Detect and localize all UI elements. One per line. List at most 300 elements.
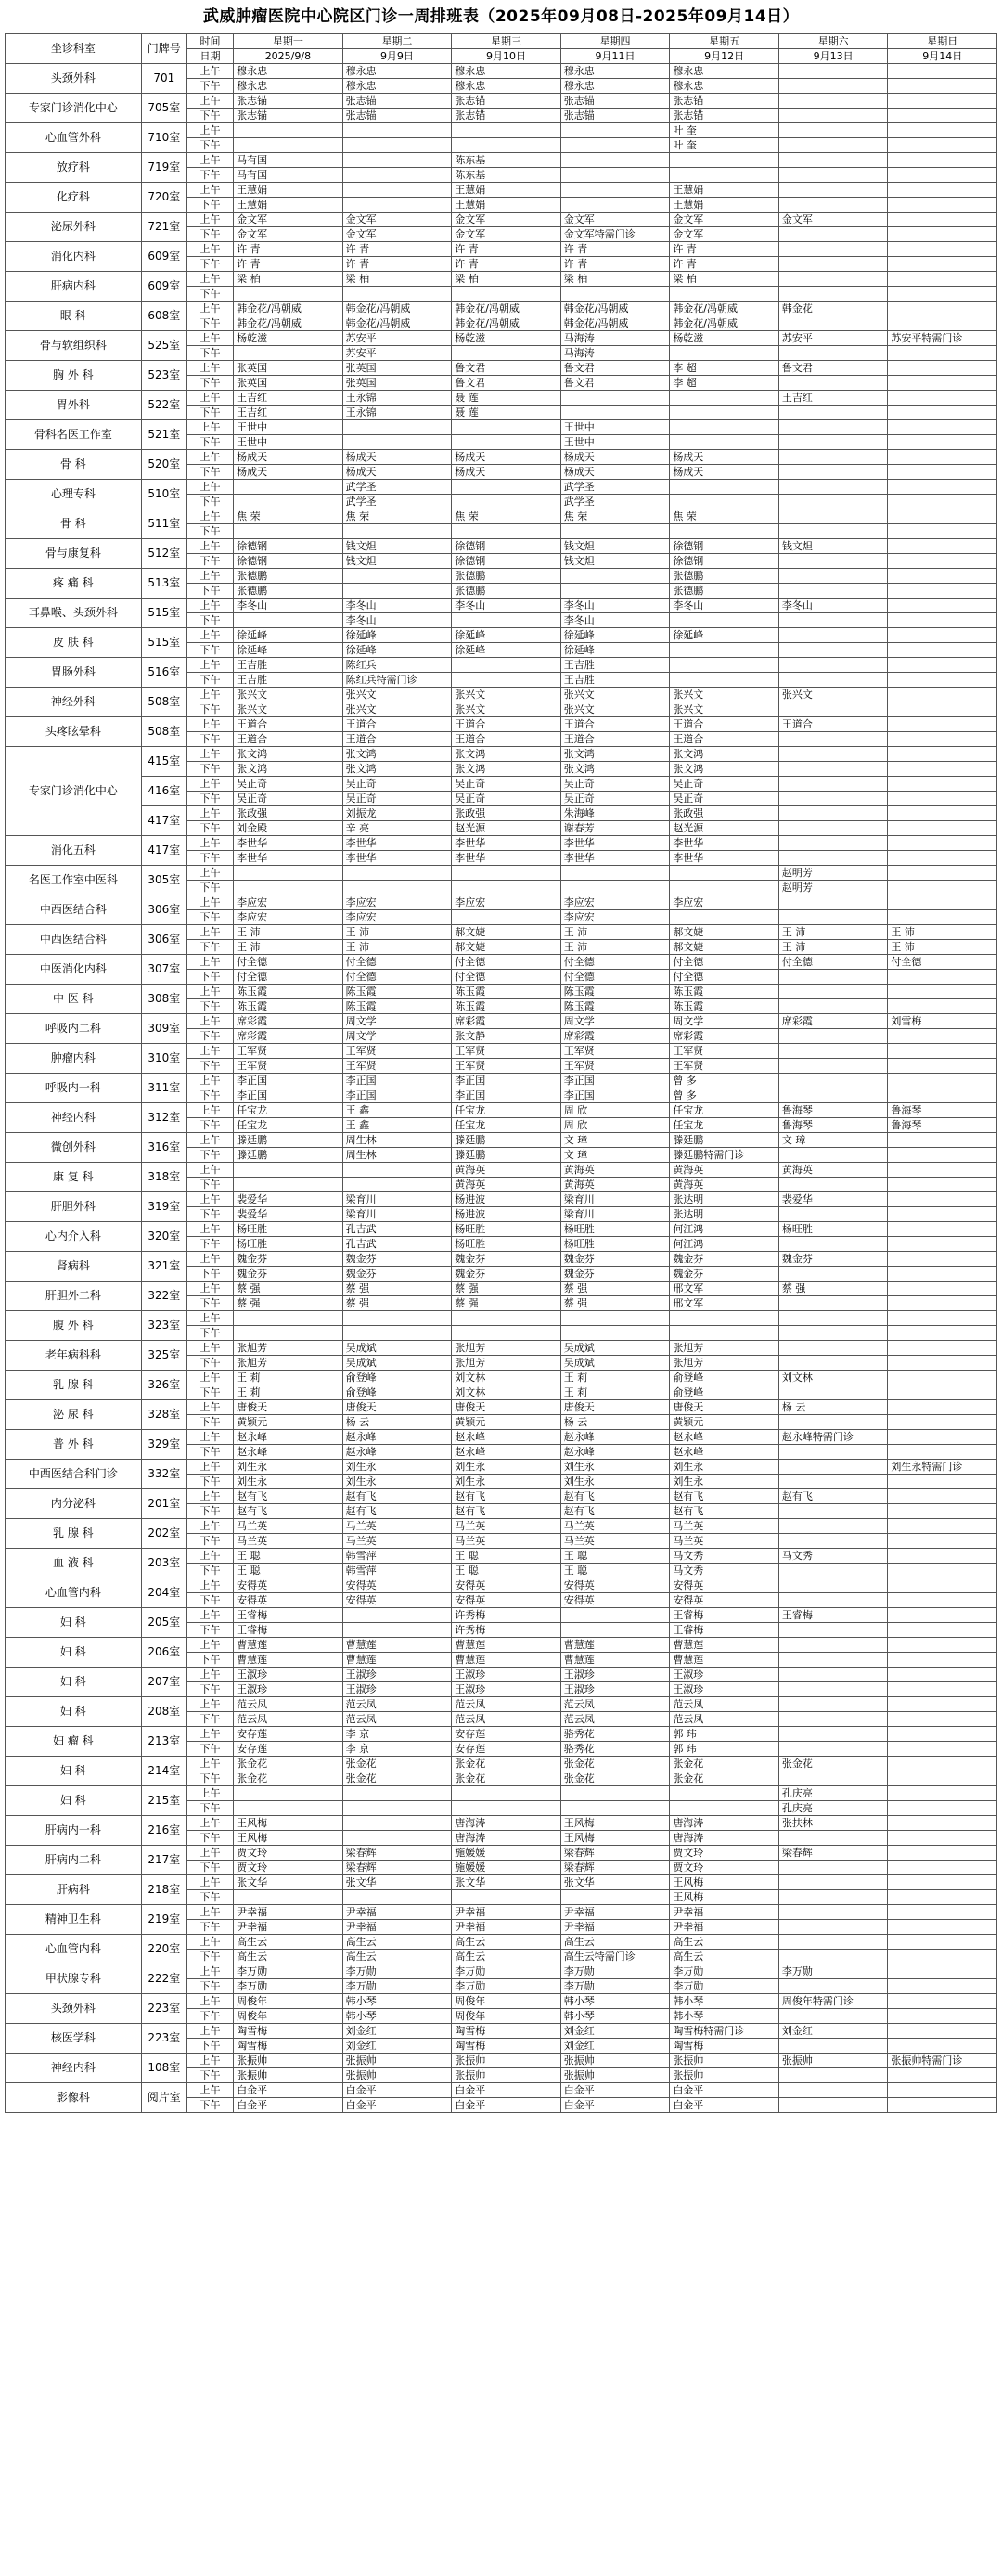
doctor-cell: 白金平 [452,2083,561,2098]
room-number: 328室 [141,1400,186,1430]
period-label: 下午 [186,1445,233,1460]
doctor-cell: 王淑珍 [452,1682,561,1697]
doctor-cell [888,688,997,702]
doctor-cell: 安得英 [342,1578,452,1593]
doctor-cell: 白金平 [560,2083,670,2098]
doctor-cell: 王军贤 [560,1059,670,1074]
period-label: 下午 [186,1712,233,1727]
department-name: 皮 肤 科 [6,628,142,658]
doctor-cell: 安存莲 [452,1742,561,1757]
doctor-cell: 邢文军 [670,1296,779,1311]
doctor-cell [778,1534,888,1549]
doctor-cell: 黄海英 [560,1178,670,1192]
doctor-cell: 王吉胜 [234,658,343,673]
period-label: 下午 [186,257,233,272]
period-label: 下午 [186,138,233,153]
schedule-row [6,569,997,584]
doctor-cell: 李万勋 [452,1979,561,1994]
doctor-cell: 马兰英 [342,1534,452,1549]
doctor-cell: 曹慧莲 [342,1638,452,1653]
doctor-cell: 王慧娟 [452,183,561,198]
doctor-cell: 陈玉霞 [342,985,452,999]
doctor-cell: 徐延峰 [452,643,561,658]
doctor-cell [778,1178,888,1192]
doctor-cell: 李应宏 [670,895,779,910]
period-label: 下午 [186,1979,233,1994]
doctor-cell: 马兰英 [342,1519,452,1534]
doctor-cell: 任宝龙 [670,1103,779,1118]
doctor-cell: 陈玉霞 [560,985,670,999]
department-name: 神经内科 [6,2054,142,2083]
doctor-cell: 张兴文 [342,702,452,717]
doctor-cell: 陶雪梅 [452,2024,561,2039]
room-number: 213室 [141,1727,186,1757]
doctor-cell [888,970,997,985]
doctor-cell: 黄海英 [452,1163,561,1178]
schedule-row [6,480,997,495]
doctor-cell: 周生林 [342,1148,452,1163]
room-number: 720室 [141,183,186,213]
period-label: 上午 [186,1697,233,1712]
doctor-cell [778,153,888,168]
room-number: 415室 [141,747,186,777]
doctor-cell [778,747,888,762]
doctor-cell: 黄颖元 [452,1415,561,1430]
doctor-cell [888,1801,997,1816]
doctor-cell: 韩小琴 [342,1994,452,2009]
schedule-row [6,1994,997,2009]
doctor-cell: 许秀梅 [452,1623,561,1638]
doctor-cell: 马文秀 [778,1549,888,1564]
doctor-cell: 周俊年 [234,2009,343,2024]
doctor-cell: 黄颖元 [234,1415,343,1430]
doctor-cell [888,138,997,153]
doctor-cell: 李 京 [342,1742,452,1757]
doctor-cell: 白金平 [452,2098,561,2113]
doctor-cell: 高生云 [342,1950,452,1964]
doctor-cell [778,2068,888,2083]
room-number: 520室 [141,450,186,480]
department-name: 内分泌科 [6,1489,142,1519]
doctor-cell [560,406,670,420]
doctor-cell: 王淑珍 [234,1668,343,1682]
doctor-cell [888,1920,997,1935]
department-name: 妇 科 [6,1668,142,1697]
room-number: 515室 [141,628,186,658]
doctor-cell [234,1786,343,1801]
doctor-cell [778,1890,888,1905]
department-name: 化疗科 [6,183,142,213]
room-number: 320室 [141,1222,186,1252]
doctor-cell [670,287,779,302]
department-name: 甲状腺专科 [6,1964,142,1994]
doctor-cell [560,1608,670,1623]
doctor-cell: 赵有飞 [778,1489,888,1504]
doctor-cell [888,866,997,881]
doctor-cell: 魏金芬 [452,1252,561,1267]
doctor-cell: 焦 荣 [342,509,452,524]
doctor-cell: 刘文林 [452,1371,561,1385]
doctor-cell [888,153,997,168]
schedule-row [6,272,997,287]
doctor-cell: 杨成天 [560,465,670,480]
department-name: 妇 科 [6,1757,142,1786]
period-label: 下午 [186,1682,233,1697]
doctor-cell [888,1267,997,1282]
doctor-cell [778,613,888,628]
schedule-row [6,1608,997,1623]
doctor-cell: 范云凤 [560,1697,670,1712]
period-label: 上午 [186,777,233,792]
doctor-cell [888,1846,997,1861]
doctor-cell: 安得英 [342,1593,452,1608]
doctor-cell: 张旭芳 [452,1341,561,1356]
doctor-cell: 吴正奇 [670,792,779,806]
doctor-cell: 徐延峰 [452,628,561,643]
doctor-cell: 刘生永 [452,1475,561,1489]
doctor-cell: 魏金芬 [560,1267,670,1282]
doctor-cell [888,777,997,792]
doctor-cell [778,1593,888,1608]
room-number: 206室 [141,1638,186,1668]
doctor-cell: 王 沛 [778,925,888,940]
schedule-row [6,361,997,376]
doctor-cell [888,183,997,198]
room-number: 511室 [141,509,186,539]
doctor-cell [560,198,670,213]
period-label: 下午 [186,168,233,183]
doctor-cell: 刘生永 [234,1475,343,1489]
doctor-cell: 张志锚 [234,94,343,109]
doctor-cell: 许 青 [670,242,779,257]
doctor-cell: 鲁文君 [560,361,670,376]
doctor-cell: 张德鹏 [234,569,343,584]
doctor-cell: 张文鸿 [452,762,561,777]
room-number: 307室 [141,955,186,985]
doctor-cell: 裴爱华 [234,1207,343,1222]
doctor-cell: 范云凤 [234,1697,343,1712]
doctor-cell [778,1148,888,1163]
room-number: 512室 [141,539,186,569]
schedule-row [6,1668,997,1682]
doctor-cell: 李应宏 [342,895,452,910]
room-number: 108室 [141,2054,186,2083]
room-number: 701 [141,64,186,94]
doctor-cell [234,1326,343,1341]
period-label: 下午 [186,1296,233,1311]
period-label: 上午 [186,895,233,910]
doctor-cell: 穆永忠 [452,64,561,79]
period-label: 下午 [186,1831,233,1846]
weekday-header: 星期一 [234,34,343,49]
doctor-cell: 席彩霞 [234,1029,343,1044]
doctor-cell: 陈玉霞 [670,999,779,1014]
doctor-cell [888,673,997,688]
doctor-cell [888,1400,997,1415]
doctor-cell: 马有国 [234,153,343,168]
doctor-cell: 李正国 [452,1074,561,1088]
doctor-cell [888,569,997,584]
doctor-cell [234,495,343,509]
doctor-cell [888,1163,997,1178]
doctor-cell: 赵有飞 [452,1504,561,1519]
doctor-cell: 范云凤 [452,1697,561,1712]
doctor-cell [342,1831,452,1846]
doctor-cell: 李冬山 [560,613,670,628]
department-name: 耳鼻喉、头颈外科 [6,599,142,628]
doctor-cell: 穆永忠 [452,79,561,94]
doctor-cell: 张金花 [560,1771,670,1786]
doctor-cell: 张达明 [670,1192,779,1207]
doctor-cell: 鲁文君 [452,376,561,391]
doctor-cell: 范云凤 [452,1712,561,1727]
doctor-cell: 苏安平 [778,331,888,346]
doctor-cell: 张振帅 [452,2054,561,2068]
doctor-cell: 刘生永 [342,1460,452,1475]
doctor-cell: 王 沛 [560,925,670,940]
doctor-cell: 周 欣 [560,1103,670,1118]
doctor-cell: 张志锚 [560,94,670,109]
doctor-cell [342,1801,452,1816]
doctor-cell: 钱文炟 [560,554,670,569]
doctor-cell: 韩金花/冯朝威 [342,302,452,316]
doctor-cell: 王淑珍 [670,1668,779,1682]
doctor-cell: 贾文玲 [670,1846,779,1861]
department-name: 中医消化内科 [6,955,142,985]
period-label: 下午 [186,1771,233,1786]
period-label: 下午 [186,821,233,836]
doctor-cell: 张志锚 [234,109,343,123]
doctor-cell: 王 沛 [234,940,343,955]
period-label: 上午 [186,1668,233,1682]
doctor-cell: 张文鸿 [452,747,561,762]
period-label: 下午 [186,643,233,658]
doctor-cell [670,881,779,895]
doctor-cell: 李冬山 [670,599,779,613]
doctor-cell: 张英国 [342,376,452,391]
doctor-cell: 蔡 强 [342,1282,452,1296]
doctor-cell: 王慧娟 [670,198,779,213]
doctor-cell [888,1207,997,1222]
schedule-row [6,1757,997,1771]
department-name: 呼吸内一科 [6,1074,142,1103]
doctor-cell: 安得英 [670,1593,779,1608]
doctor-cell: 杨成天 [452,450,561,465]
doctor-cell [670,346,779,361]
doctor-cell: 蔡 强 [452,1296,561,1311]
doctor-cell: 王慧娟 [234,183,343,198]
doctor-cell: 张志锚 [452,109,561,123]
doctor-cell: 周俊年 [452,1994,561,2009]
doctor-cell: 张振帅特需门诊 [888,2054,997,2068]
doctor-cell [888,717,997,732]
doctor-cell: 邢文军 [670,1282,779,1296]
doctor-cell: 贾文玲 [234,1861,343,1875]
doctor-cell [778,584,888,599]
doctor-cell: 张德鹏 [452,584,561,599]
doctor-cell: 张振帅 [234,2068,343,2083]
department-name: 神经外科 [6,688,142,717]
schedule-row [6,1875,997,1890]
doctor-cell [888,509,997,524]
doctor-cell: 付全德 [452,955,561,970]
doctor-cell [888,79,997,94]
doctor-cell [342,435,452,450]
doctor-cell [670,168,779,183]
schedule-row [6,717,997,732]
schedule-row [6,1905,997,1920]
doctor-cell: 李世华 [560,836,670,851]
doctor-cell [778,524,888,539]
schedule-row [6,806,997,821]
doctor-cell: 张兴文 [670,702,779,717]
doctor-cell: 张文华 [452,1875,561,1890]
doctor-cell [888,599,997,613]
doctor-cell: 张文鸿 [560,762,670,777]
period-label: 下午 [186,1742,233,1757]
doctor-cell [778,1578,888,1593]
doctor-cell: 俞登峰 [342,1385,452,1400]
doctor-cell [888,658,997,673]
schedule-row [6,866,997,881]
doctor-cell: 王道合 [234,732,343,747]
doctor-cell: 王 聪 [452,1549,561,1564]
period-label: 上午 [186,1311,233,1326]
room-number: 322室 [141,1282,186,1311]
doctor-cell [888,2098,997,2113]
doctor-cell [778,376,888,391]
doctor-cell: 王 莉 [560,1371,670,1385]
doctor-cell: 王 沛 [234,925,343,940]
room-number: 523室 [141,361,186,391]
doctor-cell: 赵永峰 [560,1445,670,1460]
doctor-cell: 李冬山 [560,599,670,613]
schedule-row [6,94,997,109]
period-label: 上午 [186,123,233,138]
schedule-row [6,64,997,79]
doctor-cell: 周俊年 [452,2009,561,2024]
doctor-cell: 杨旺胜 [560,1237,670,1252]
doctor-cell [342,138,452,153]
doctor-cell [452,287,561,302]
doctor-cell: 李冬山 [452,599,561,613]
room-number: 329室 [141,1430,186,1460]
doctor-cell [778,569,888,584]
department-name: 头疼眩晕科 [6,717,142,747]
doctor-cell [778,435,888,450]
period-label: 上午 [186,1608,233,1623]
doctor-cell [888,1192,997,1207]
period-label: 上午 [186,1846,233,1861]
doctor-cell: 唐俊天 [560,1400,670,1415]
doctor-cell: 裴爱华 [234,1192,343,1207]
doctor-cell [888,346,997,361]
doctor-cell: 高生云 [670,1935,779,1950]
doctor-cell: 黄海英 [452,1178,561,1192]
doctor-cell [888,198,997,213]
doctor-cell: 王军贤 [452,1059,561,1074]
doctor-cell: 周俊年特需门诊 [778,1994,888,2009]
doctor-cell [888,109,997,123]
doctor-cell: 唐海涛 [670,1831,779,1846]
doctor-cell: 吴成斌 [560,1341,670,1356]
doctor-cell: 王 莉 [560,1385,670,1400]
doctor-cell [888,1534,997,1549]
doctor-cell: 付全德 [560,955,670,970]
doctor-cell: 张文鸿 [670,762,779,777]
doctor-cell: 张兴文 [234,688,343,702]
date-cell: 9月13日 [778,49,888,64]
doctor-cell [778,495,888,509]
doctor-cell: 赵有飞 [560,1504,670,1519]
doctor-cell: 韩金花/冯朝威 [560,316,670,331]
period-label: 上午 [186,64,233,79]
doctor-cell: 王吉胜 [560,673,670,688]
doctor-cell: 张兴文 [560,702,670,717]
doctor-cell [778,1712,888,1727]
doctor-cell: 高生云 [560,1935,670,1950]
doctor-cell: 郝文婕 [452,940,561,955]
weekday-header: 星期五 [670,34,779,49]
department-name: 妇 科 [6,1786,142,1816]
doctor-cell [452,881,561,895]
doctor-cell: 苏安平 [342,346,452,361]
doctor-cell: 王 聪 [234,1564,343,1578]
doctor-cell: 王道合 [452,717,561,732]
room-number: 513室 [141,569,186,599]
doctor-cell: 白金平 [234,2083,343,2098]
doctor-cell [778,1326,888,1341]
period-label: 上午 [186,1014,233,1029]
schedule-row [6,747,997,762]
doctor-cell [670,658,779,673]
doctor-cell [888,1875,997,1890]
doctor-cell [778,2098,888,2113]
doctor-cell: 鲁海琴 [778,1103,888,1118]
doctor-cell: 李 超 [670,376,779,391]
doctor-cell: 杨旺胜 [778,1222,888,1237]
doctor-cell: 焦 荣 [234,509,343,524]
doctor-cell: 白金平 [670,2098,779,2113]
period-label: 下午 [186,1861,233,1875]
doctor-cell: 任宝龙 [452,1118,561,1133]
doctor-cell: 黄颖元 [670,1415,779,1430]
doctor-cell [888,1385,997,1400]
doctor-cell: 周文学 [342,1029,452,1044]
doctor-cell: 李正国 [452,1088,561,1103]
room-number: 306室 [141,895,186,925]
doctor-cell: 许 青 [342,242,452,257]
doctor-cell [888,168,997,183]
doctor-cell: 滕廷鹏特需门诊 [670,1148,779,1163]
doctor-cell: 白金平 [670,2083,779,2098]
period-label: 上午 [186,1252,233,1267]
department-name: 心血管内科 [6,1935,142,1964]
doctor-cell: 徐延峰 [342,643,452,658]
doctor-cell [778,1445,888,1460]
doctor-cell: 梁 柏 [234,272,343,287]
doctor-cell: 杨成天 [670,465,779,480]
doctor-cell: 王风梅 [234,1816,343,1831]
doctor-cell [778,1771,888,1786]
schedule-row [6,2054,997,2068]
doctor-cell: 张德鹏 [670,569,779,584]
period-label: 下午 [186,1415,233,1430]
doctor-cell [778,2039,888,2054]
doctor-cell: 周文学 [342,1014,452,1029]
period-label: 下午 [186,79,233,94]
schedule-row [6,1697,997,1712]
